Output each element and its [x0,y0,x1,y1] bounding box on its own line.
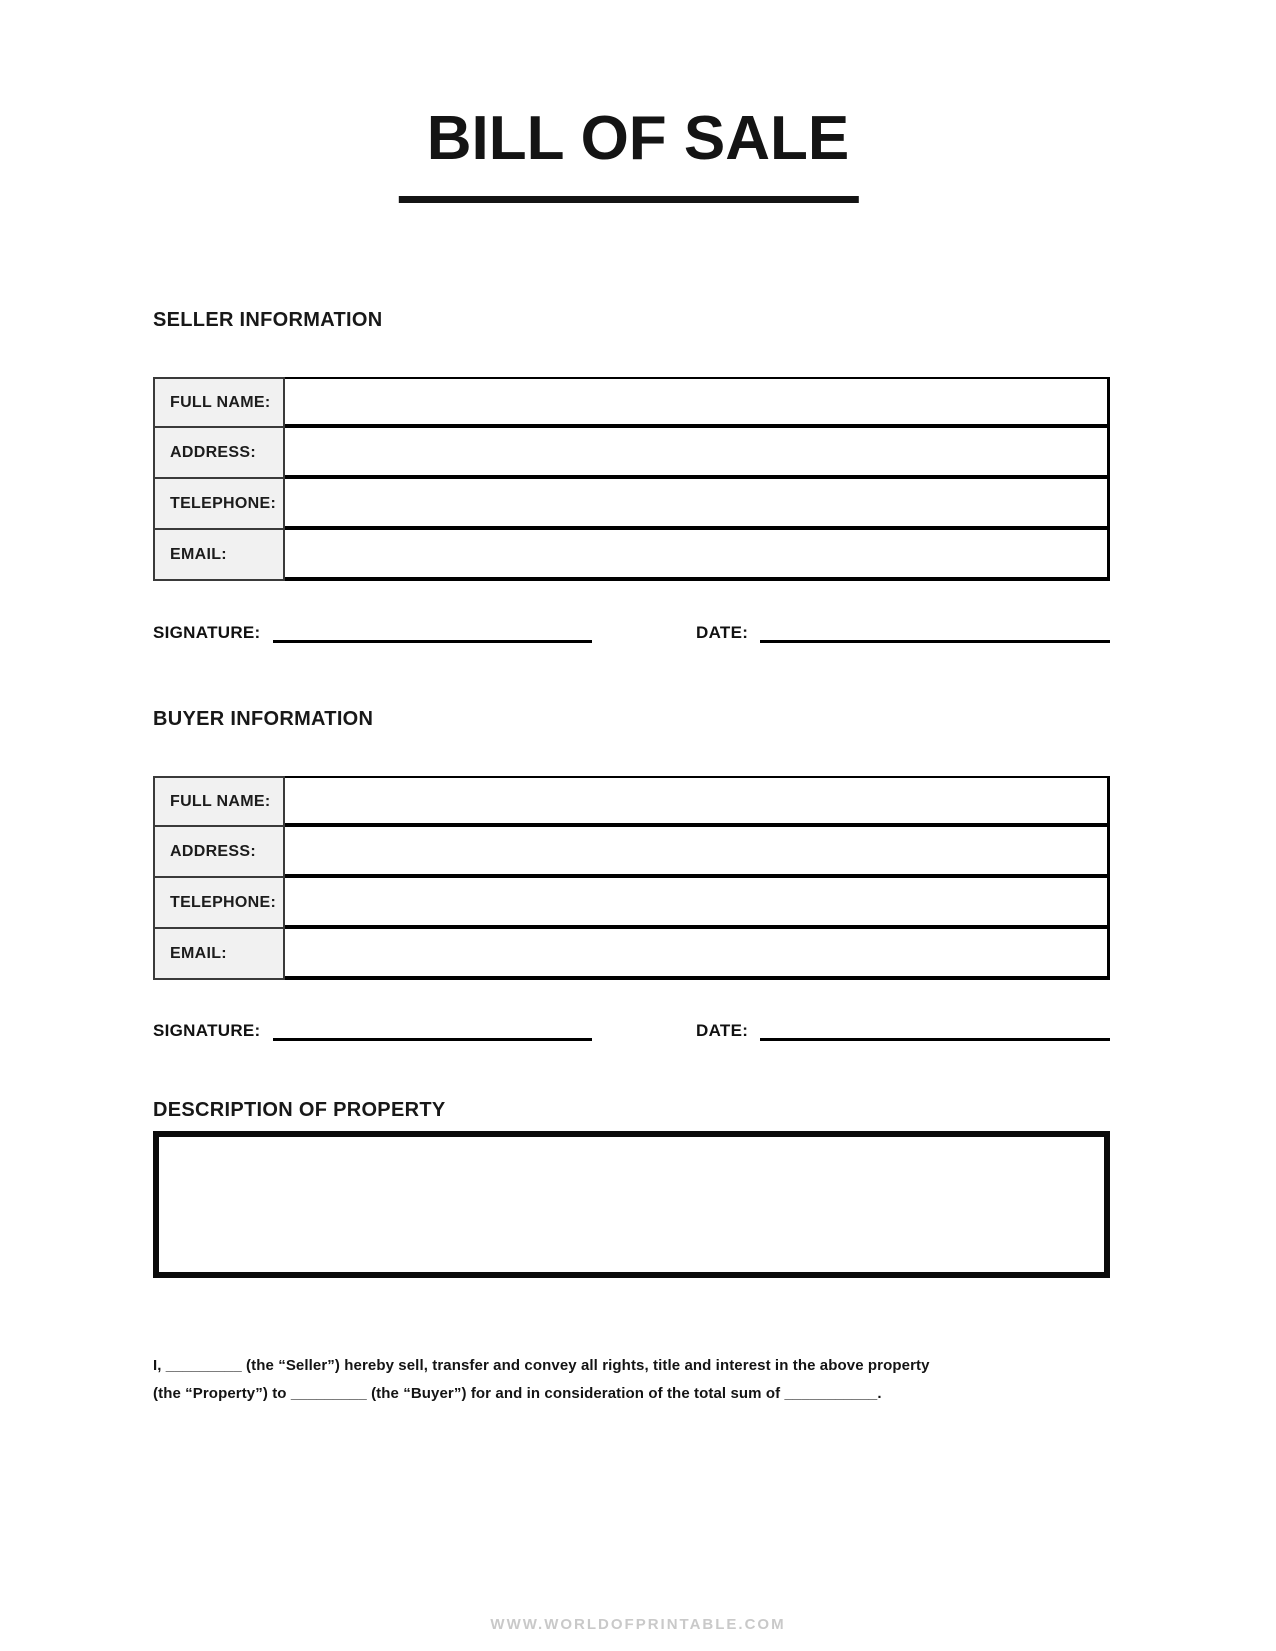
buyer-section-heading: BUYER INFORMATION [153,708,374,730]
buyer-info-table [153,776,1110,980]
buyer-date-line[interactable] [760,1019,1110,1041]
table-row [153,428,1110,479]
table-row [153,827,1110,878]
property-description-field[interactable] [153,1131,1110,1278]
buyer-email-label: EMAIL: [153,929,285,980]
table-row [153,377,1110,428]
buyer-email-field[interactable] [285,929,1110,980]
page-title: BILL OF SALE [426,104,850,173]
seller-signature-line[interactable] [273,621,592,643]
seller-info-table [153,377,1110,581]
table-row [153,776,1110,827]
buyer-telephone-label: TELEPHONE: [153,878,285,929]
buyer-full-name-field[interactable] [285,776,1110,827]
seller-date-label: DATE: [696,623,749,642]
buyer-address-field[interactable] [285,827,1110,878]
legal-line-1: I, _________ (the “Seller”) hereby sell, transfer and convey all rights, title and interest in the above property [153,1357,930,1374]
seller-email-label: EMAIL: [153,530,285,581]
buyer-address-label: ADDRESS: [153,827,285,878]
buyer-signature-row [153,1011,1110,1041]
seller-address-label: ADDRESS: [153,428,285,479]
table-row [153,479,1110,530]
seller-signature-row [153,613,1110,643]
document-body [153,0,1110,1651]
seller-telephone-field[interactable] [285,479,1110,530]
legal-statement [153,1352,1110,1408]
buyer-signature-label: SIGNATURE: [153,1021,261,1040]
buyer-telephone-field[interactable] [285,878,1110,929]
legal-line-2: (the “Property”) to _________ (the “Buyer”) for and in consideration of the total sum of ___________. [153,1385,882,1402]
buyer-signature-line[interactable] [273,1019,592,1041]
buyer-date-label: DATE: [696,1021,749,1040]
seller-address-field[interactable] [285,428,1110,479]
table-row [153,929,1110,980]
seller-section-heading: SELLER INFORMATION [153,309,383,331]
property-section-heading: DESCRIPTION OF PROPERTY [153,1099,446,1121]
buyer-full-name-label: FULL NAME: [153,776,285,827]
website-footer: WWW.WORLDOFPRINTABLE.COM [490,1616,786,1633]
seller-signature-label: SIGNATURE: [153,623,261,642]
table-row [153,530,1110,581]
table-row [153,878,1110,929]
seller-full-name-field[interactable] [285,377,1110,428]
seller-full-name-label: FULL NAME: [153,377,285,428]
seller-telephone-label: TELEPHONE: [153,479,285,530]
seller-email-field[interactable] [285,530,1110,581]
seller-date-line[interactable] [760,621,1110,643]
